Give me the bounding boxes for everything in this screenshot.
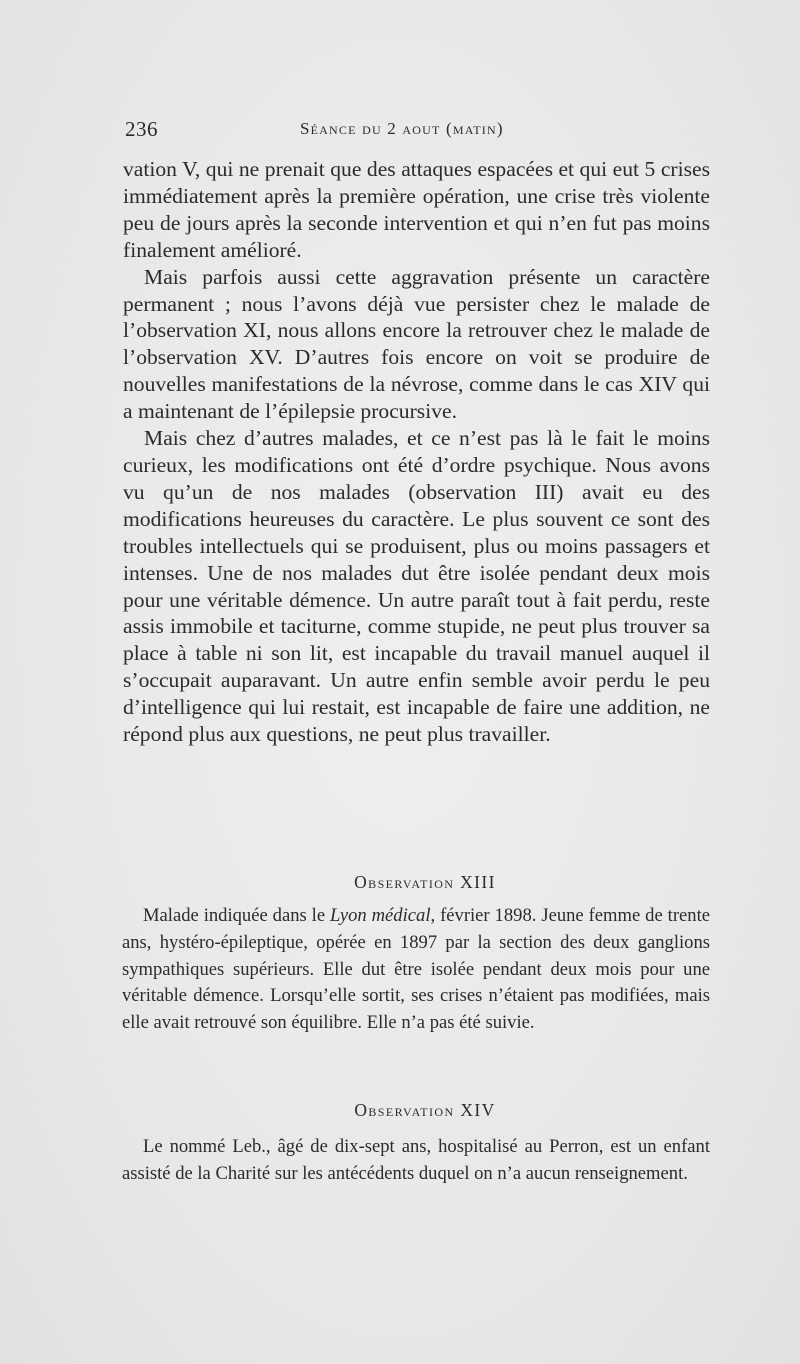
observation-14-heading: Observation XIV (354, 1100, 496, 1120)
main-text (123, 156, 710, 748)
observation-13-heading: Observation XIII (354, 872, 496, 892)
observation-14-text (122, 1134, 710, 1188)
observation-13-text (122, 903, 710, 1037)
observation-13-body: , février 1898. Jeune femme de trente ans, hystéro-épileptique, opérée en 1897 par la section des deux ganglions sympathiques supérieurs. Elle dut être isolée pendant deux mois pour une véritable démence. Lorsqu’elle sortit, ses crises n’étaient pas modifiées, mais elle avait retrouvé son équilibre. Elle n’a pas été suivie. (122, 905, 710, 1034)
observation-14-paragraph: Le nommé Leb., âgé de dix-sept ans, hospitalisé au Perron, est un enfant assisté de la Charité sur les antécédents duquel on n’a aucun renseignement. (122, 1136, 710, 1184)
running-head: Séance du 2 aout (matin) (300, 119, 504, 138)
journal-title: Lyon médical (330, 905, 431, 926)
paragraph-continuation: vation V, qui ne prenait que des attaques espacées et qui eut 5 crises immédiatement après la première opération, une crise très violente peu de jours après la seconde intervention et qui n’en fut pas moins finalement amélioré. (123, 157, 710, 262)
observation-13-intro: Malade indiquée dans le (143, 905, 331, 926)
paragraph-psychic-modifications: Mais chez d’autres malades, et ce n’est pas là le fait le moins curieux, les modifications ont été d’ordre psychique. Nous avons vu qu’un de nos malades (observation III) avait eu des modifications heureuses du caractère. Le plus souvent ce sont des troubles intellectuels qui se produisent, plus ou moins passagers et intenses. Une de nos malades dut être isolée pendant deux mois pour une véritable démence. Un autre paraît tout à fait perdu, reste assis immobile et taciturne, comme stupide, ne peut plus trouver sa place à table ni son lit, est incapable du travail manuel auquel il s’occupait auparavant. Un autre enfin semble avoir perdu le peu d’intelligence qui lui restait, est incapable de faire une addition, ne répond plus aux questions, ne peut plus travailler. (123, 426, 710, 747)
page-header (125, 117, 710, 147)
observation-13-paragraph (122, 903, 710, 1037)
paragraph-aggravation: Mais parfois aussi cette aggravation présente un caractère permanent ; nous l’avons déjà vue persister chez le malade de l’observation XI, nous allons encore la retrouver chez le malade de l’observation XV. D’autres fois encore on voit se produire de nouvelles manifestations de la névrose, comme dans le cas XIV qui a maintenant de l’épilepsie procursive. (123, 264, 710, 424)
page-number: 236 (125, 117, 158, 141)
